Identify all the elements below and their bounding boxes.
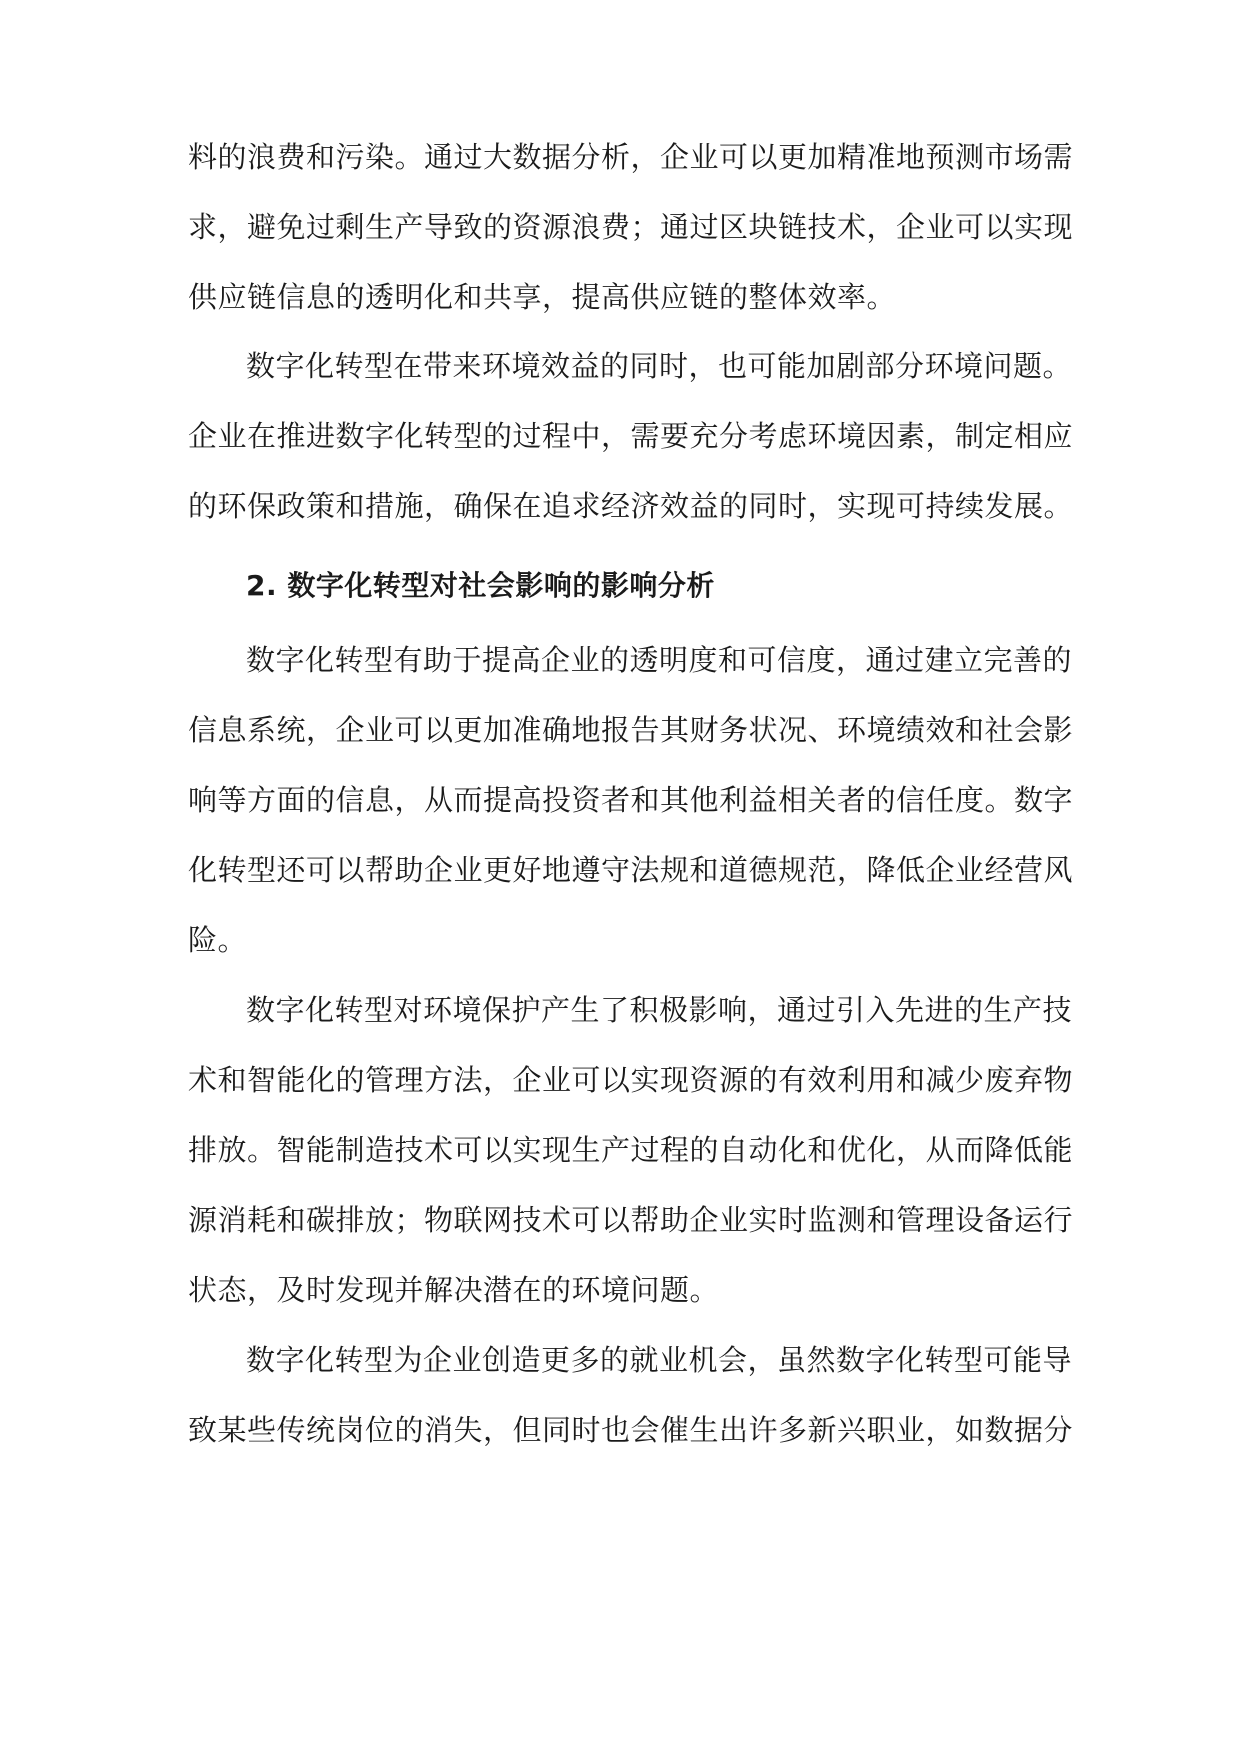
paragraph-line: 化转型还可以帮助企业更好地遵守法规和道德规范，降低企业经营风 <box>188 853 1074 887</box>
paragraph-line: 数字化转型对环境保护产生了积极影响，通过引入先进的生产技 <box>246 993 1073 1027</box>
paragraph-line: 响等方面的信息，从而提高投资者和其他利益相关者的信任度。数字 <box>188 783 1074 817</box>
paragraph-line: 求，避免过剩生产导致的资源浪费；通过区块链技术，企业可以实现 <box>188 210 1074 244</box>
paragraph-line: 料的浪费和污染。通过大数据分析，企业可以更加精准地预测市场需 <box>188 140 1074 174</box>
paragraph-line: 的环保政策和措施，确保在追求经济效益的同时，实现可持续发展。 <box>188 489 1074 523</box>
paragraph-line: 数字化转型为企业创造更多的就业机会，虽然数字化转型可能导 <box>246 1343 1073 1377</box>
paragraph-line: 数字化转型有助于提高企业的透明度和可信度，通过建立完善的 <box>246 643 1073 677</box>
paragraph-line: 致某些传统岗位的消失，但同时也会催生出许多新兴职业，如数据分 <box>188 1413 1074 1447</box>
paragraph-line: 术和智能化的管理方法，企业可以实现资源的有效利用和减少废弃物 <box>188 1063 1074 1097</box>
paragraph-line: 供应链信息的透明化和共享，提高供应链的整体效率。 <box>188 280 897 314</box>
paragraph-line: 排放。智能制造技术可以实现生产过程的自动化和优化，从而降低能 <box>188 1133 1074 1167</box>
paragraph-line: 信息系统，企业可以更加准确地报告其财务状况、环境绩效和社会影 <box>188 713 1074 747</box>
paragraph-line: 数字化转型在带来环境效益的同时，也可能加剧部分环境问题。 <box>246 349 1073 383</box>
section-heading: 2. 数字化转型对社会影响的影响分析 <box>246 569 715 602</box>
paragraph-line: 险。 <box>188 923 248 957</box>
paragraph-line: 源消耗和碳排放；物联网技术可以帮助企业实时监测和管理设备运行 <box>188 1203 1074 1237</box>
paragraph-line: 企业在推进数字化转型的过程中，需要充分考虑环境因素，制定相应 <box>188 419 1074 453</box>
paragraph-line: 状态，及时发现并解决潜在的环境问题。 <box>188 1273 720 1307</box>
